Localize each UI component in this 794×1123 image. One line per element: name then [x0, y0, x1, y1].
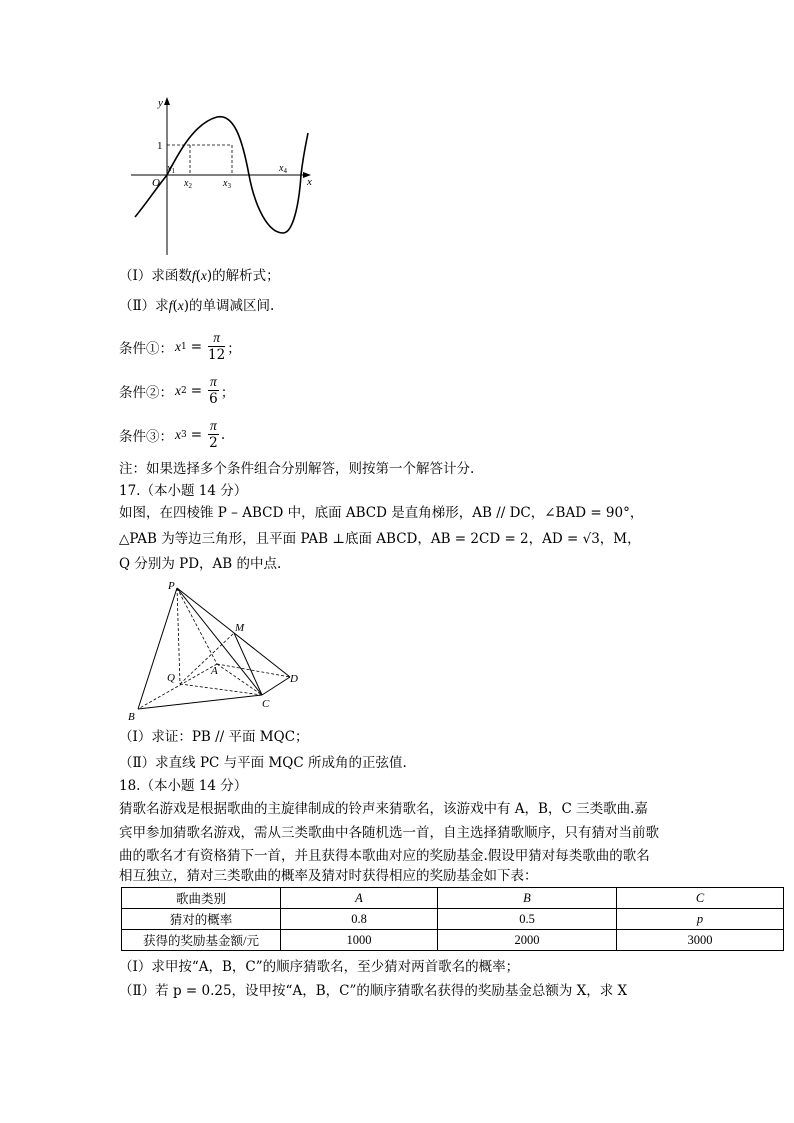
edge-CD [262, 677, 290, 695]
label-x3: $x_3$ [223, 178, 231, 190]
table-cell: 1000 [281, 930, 438, 951]
label-one: 1 [157, 140, 163, 152]
q17-part2: （Ⅱ）求直线 PC 与平面 MQC 所成角的正弦值. [119, 755, 407, 771]
prize-table [121, 887, 784, 951]
q16-part1: （Ⅰ）求函数f(x)的解析式； [119, 268, 280, 284]
edge-PC [177, 588, 262, 695]
table-cell: 0.5 [438, 909, 617, 930]
sine-graph-figure [125, 95, 325, 260]
label-x2: $x_2$ [184, 178, 192, 190]
edge-PA [177, 588, 217, 664]
label-x: x [307, 176, 312, 188]
table-cell: p [617, 909, 784, 930]
vertex-Q: Q [167, 672, 175, 684]
table-cell: 2000 [438, 930, 617, 951]
vertex-D: D [290, 673, 298, 685]
q18-heading: 18.（本小题 14 分） [119, 778, 248, 794]
q18-text-line4: 相互独立，猜对三类歌曲的概率及猜对时获得相应的奖励基金如下表： [119, 868, 538, 884]
table-cell: B [438, 888, 617, 909]
table-cell: 0.8 [281, 909, 438, 930]
table-cell: 歌曲类别 [122, 888, 281, 909]
table-row [122, 909, 784, 930]
label-x4: $x_4$ [279, 163, 287, 175]
pyramid-figure [120, 578, 310, 726]
label-origin: O [152, 177, 160, 189]
edge-BC [138, 695, 262, 709]
q16-condition-2: 条件②： x 2 = $\frac{\pi}{6}$ ； [119, 374, 235, 407]
table-cell: 猜对的概率 [122, 909, 281, 930]
q16-condition-1: 条件①： x 1 = $\frac{\pi}{12}$ ； [119, 330, 241, 363]
table-row [122, 930, 784, 951]
table-row [122, 888, 784, 909]
q17-text-line3: Q 分别为 PD，AB 的中点. [119, 556, 282, 572]
vertex-A: A [211, 665, 218, 677]
edge-PD [177, 588, 290, 677]
label-x1: $x_1$ [167, 163, 175, 175]
fraction-pi-over-2: $\frac{\pi}{2}$ [209, 418, 218, 451]
vertex-P: P [168, 580, 175, 592]
q18-text-line3: 曲的歌名才有资格猜下一首，并且获得本歌曲对应的奖励基金.假设甲猜对每类歌曲的歌名 [119, 848, 650, 864]
q17-heading: 17.（本小题 14 分） [119, 483, 248, 499]
edge-PQ [177, 588, 180, 684]
table-cell: C [617, 888, 784, 909]
label-y: y [158, 97, 163, 109]
vertex-C: C [262, 698, 270, 710]
q17-text-line2: △PAB 为等边三角形，且平面 PAB ⊥底面 ABCD，AB = 2CD = 2，AD = √3，M， [119, 531, 641, 547]
q18-text-line1: 猜歌名游戏是根据歌曲的主旋律制成的铃声来猜歌名，该游戏中有 A，B，C 三类歌曲.嘉 [119, 801, 648, 817]
q18-part2: （Ⅱ）若 p = 0.25，设甲按“A，B，C”的顺序猜歌名获得的奖励基金总额为 X，求 X [119, 983, 628, 999]
edge-QM [180, 633, 234, 684]
q16-note: 注：如果选择多个条件组合分别解答，则按第一个解答计分. [119, 461, 475, 477]
q16-condition-3: 条件③： x 3 = $\frac{\pi}{2}$ . [119, 418, 226, 451]
q16-part2: （Ⅱ）求f(x)的单调减区间. [119, 298, 275, 314]
fraction-pi-over-6: $\frac{\pi}{6}$ [209, 374, 218, 407]
vertex-M: M [235, 622, 245, 634]
table-cell: A [281, 888, 438, 909]
table-cell: 3000 [617, 930, 784, 951]
q17-part1: （Ⅰ）求证：PB // 平面 MQC； [119, 729, 309, 745]
edge-QC [180, 684, 262, 695]
y-axis-arrow [164, 97, 170, 105]
table-cell: 获得的奖励基金额/元 [122, 930, 281, 951]
q18-part1: （Ⅰ）求甲按“A，B，C”的顺序猜歌名，至少猜对两首歌名的概率； [119, 959, 520, 975]
vertex-B: B [128, 711, 135, 723]
edge-PB [138, 588, 177, 709]
q17-text-line1: 如图，在四棱锥 P – ABCD 中，底面 ABCD 是直角梯形，AB // DC，∠BAD = 90°， [119, 505, 644, 521]
fraction-pi-over-12: $\frac{\pi}{12}$ [208, 330, 226, 363]
q18-text-line2: 宾甲参加猜歌名游戏，需从三类歌曲中各随机选一首，自主选择猜歌顺序，只有猜对当前歌 [119, 825, 659, 841]
